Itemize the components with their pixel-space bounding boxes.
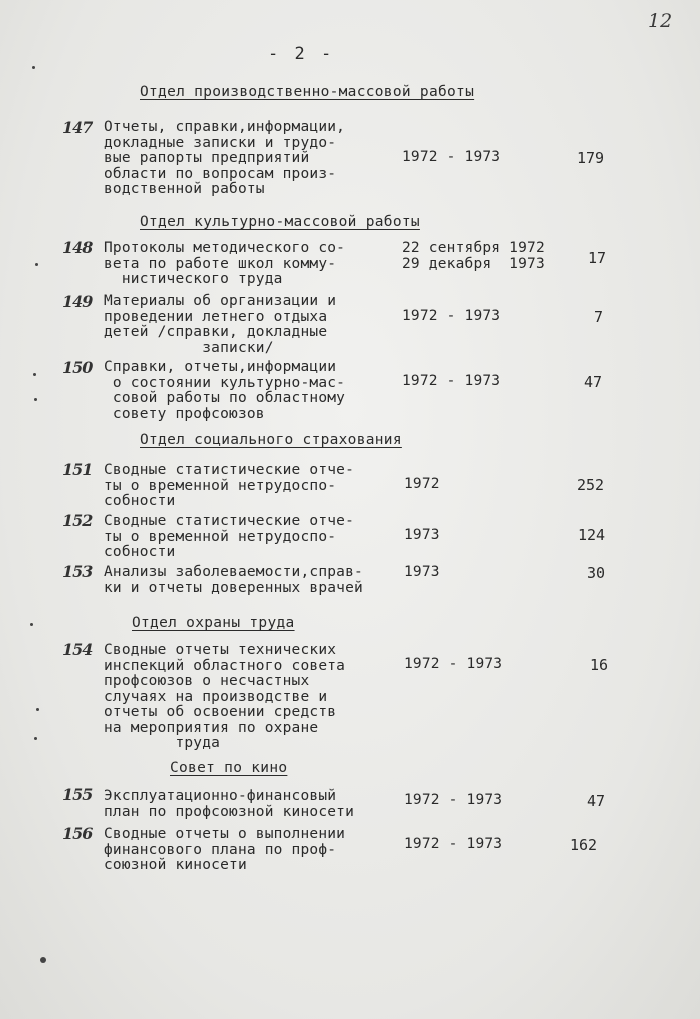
- entry-dates: 1972 - 1973: [404, 836, 503, 852]
- entry-text: Сводные статистические отче- ты о временной нетрудоспо- собности: [104, 462, 355, 509]
- entry-sheets: 7: [594, 308, 604, 326]
- entry-dates: 1972 - 1973: [402, 149, 501, 165]
- entry-dates: 1972 - 1973: [402, 308, 501, 324]
- archive-sheet-number: 12: [648, 10, 673, 32]
- entry-number: 153: [62, 562, 93, 581]
- entry-sheets: 124: [578, 526, 606, 544]
- entry-number: 151: [62, 460, 93, 479]
- section-title-cultural: Отдел культурно-массовой работы: [140, 214, 420, 230]
- entry-text: Анализы заболеваемости,справ- ки и отчеты доверенных врачей: [104, 564, 363, 596]
- entry-number: 147: [62, 118, 93, 137]
- entry-text: Отчеты, справки,информации, докладные записки и трудо- вые рапорты предприятий области по вопросам произ- водственной работы: [104, 119, 346, 197]
- scan-speck: [36, 708, 39, 711]
- entry-number: 156: [62, 824, 93, 843]
- entry-text: Эксплуатационно-финансовый план по профсоюзной киносети: [104, 788, 355, 820]
- entry-number: 148: [62, 238, 93, 257]
- entry-number: 149: [62, 292, 93, 311]
- section-title-production: Отдел производственно-массовой работы: [140, 84, 475, 100]
- entry-text: Протоколы методического со- вета по работе школ комму- нистического труда: [104, 240, 346, 287]
- entry-dates: 22 сентября 1972 29 декабря 1973: [402, 240, 545, 272]
- entry-text: Сводные отчеты о выполнении финансового плана по проф- союзной киносети: [104, 826, 346, 873]
- entry-text: Справки, отчеты,информации о состоянии культурно-мас- совой работы по областному советy профсоюзов: [104, 359, 346, 422]
- entry-text: Сводные отчеты технических инспекций областного совета профсоюзов о несчастных случаях на производстве и отчеты об освоении средств на мероприятия по охране труда: [104, 642, 346, 751]
- entry-number: 152: [62, 511, 93, 530]
- scan-speck: [35, 263, 38, 266]
- entry-text: Материалы об организации и проведении летнего отдыха детей /справки, докладные записки/: [104, 293, 337, 356]
- entry-sheets: 30: [587, 564, 606, 582]
- entry-number: 154: [62, 640, 93, 659]
- entry-sheets: 47: [587, 792, 606, 810]
- scan-speck: [30, 623, 33, 626]
- entry-sheets: 252: [577, 476, 605, 494]
- section-title-cinema-council: Совет по кино: [170, 760, 288, 776]
- scan-speck: [34, 737, 37, 740]
- section-title-social-insurance: Отдел социального страхования: [140, 432, 402, 448]
- entry-sheets: 47: [584, 373, 603, 391]
- entry-sheets: 179: [577, 149, 605, 167]
- entry-dates: 1972: [404, 476, 440, 492]
- scan-speck: [33, 373, 36, 376]
- entry-number: 155: [62, 785, 93, 804]
- entry-sheets: 162: [570, 836, 598, 854]
- page-number: - 2 -: [268, 44, 335, 64]
- scan-speck: [34, 398, 37, 401]
- entry-dates: 1972 - 1973: [404, 792, 503, 808]
- section-title-labor-protection: Отдел охраны труда: [132, 615, 295, 631]
- entry-sheets: 16: [590, 656, 609, 674]
- entry-dates: 1972 - 1973: [402, 373, 501, 389]
- scan-speck: [32, 66, 35, 69]
- entry-dates: 1973: [404, 564, 440, 580]
- entry-dates: 1972 - 1973: [404, 656, 503, 672]
- entry-text: Сводные статистические отче- ты о временной нетрудоспо- собности: [104, 513, 355, 560]
- entry-dates: 1973: [404, 527, 440, 543]
- entry-sheets: 17: [588, 249, 607, 267]
- scan-speck: [40, 957, 46, 963]
- entry-number: 150: [62, 358, 93, 377]
